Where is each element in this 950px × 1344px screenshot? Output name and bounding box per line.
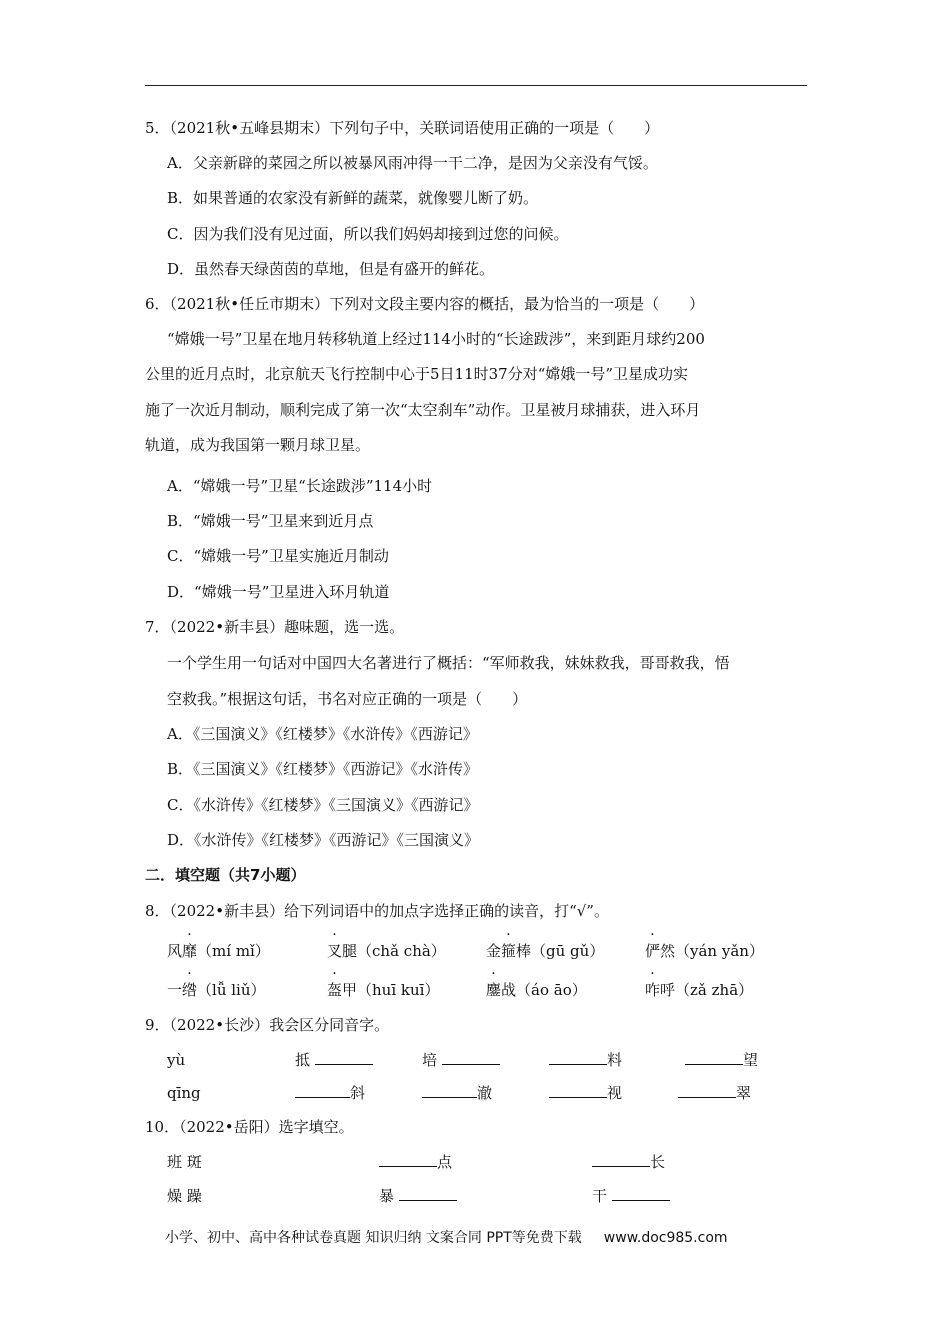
answer-blank[interactable] xyxy=(592,1152,650,1167)
header-rule xyxy=(145,85,807,86)
answer-blank[interactable] xyxy=(422,1083,477,1098)
dotted-char: 俨 xyxy=(645,942,661,960)
answer-blank[interactable] xyxy=(549,1083,607,1098)
dotted-char: 靡 xyxy=(182,942,198,960)
dotted-char: 咋 xyxy=(645,981,661,999)
fill-item: 澈 xyxy=(422,1083,492,1103)
pinyin-word: 金箍棒（gū gǔ） xyxy=(486,942,605,960)
answer-blank[interactable] xyxy=(678,1083,736,1098)
question-7-passage-line: 一个学生用一句话对中国四大名著进行了概括：“军师救我，妹妹救我，哥哥救我，悟 xyxy=(167,654,730,672)
question-5-option-c: C．因为我们没有见过面，所以我们妈妈却接到过您的问候。 xyxy=(167,225,569,243)
dotted-char: 箍 xyxy=(501,942,517,960)
answer-blank[interactable] xyxy=(295,1083,350,1098)
question-6-option-c: C．“嫦娥一号”卫星实施近月制动 xyxy=(167,547,389,565)
answer-blank[interactable] xyxy=(612,1186,670,1201)
fill-item: 培 xyxy=(422,1050,500,1070)
dotted-char: 叉 xyxy=(327,942,343,960)
footer-text: 小学、初中、高中各种试卷真题 知识归纳 文案合同 PPT等免费下载 xyxy=(165,1230,582,1246)
question-10-stem: 10．（2022•岳阳）选字填空。 xyxy=(145,1118,354,1136)
char-choice-label: 班 斑 xyxy=(167,1153,202,1171)
question-5-option-d: D．虽然春天绿茵茵的草地，但是有盛开的鲜花。 xyxy=(167,260,495,278)
question-6-option-a: A．“嫦娥一号”卫星“长途跋涉”114小时 xyxy=(167,477,433,495)
footer xyxy=(165,1227,728,1247)
fill-item: 视 xyxy=(549,1083,622,1103)
section-heading: 二．填空题（共7小题） xyxy=(145,866,306,884)
dotted-char: 盔 xyxy=(327,981,343,999)
question-5-stem: 5．（2021秋•五峰县期末）下列句子中，关联词语使用正确的一项是（ ） xyxy=(145,119,660,137)
question-9-stem: 9．（2022•长沙）我会区分同音字。 xyxy=(145,1016,390,1034)
question-6-passage-line: 施了一次近月制动，顺利完成了第一次“太空刹车”动作。卫星被月球捕获，进入环月 xyxy=(145,401,701,419)
answer-blank[interactable] xyxy=(685,1050,743,1065)
dotted-char: 鏖 xyxy=(486,981,502,999)
pinyin-word: 一绺（lǚ liǔ） xyxy=(167,981,266,999)
question-5-option-b: B．如果普通的农家没有新鲜的蔬菜，就像婴儿断了奶。 xyxy=(167,189,539,207)
question-7-passage-line: 空救我。”根据这句话，书名对应正确的一项是（ ） xyxy=(167,690,528,708)
question-7-stem: 7．（2022•新丰县）趣味题，选一选。 xyxy=(145,618,405,636)
question-7-option-d: D．《水浒传》《红楼梦》《西游记》《三国演义》 xyxy=(167,831,480,849)
fill-item: 料 xyxy=(549,1050,622,1070)
question-7-option-a: A．《三国演义》《红楼梦》《水浒传》《西游记》 xyxy=(167,725,478,743)
dotted-char: 绺 xyxy=(182,981,198,999)
pinyin-word: 叉腿（chǎ chà） xyxy=(327,942,446,960)
fill-item: 点 xyxy=(379,1152,452,1172)
pinyin-word: 俨然（yán yǎn） xyxy=(645,942,764,960)
answer-blank[interactable] xyxy=(379,1152,437,1167)
pinyin-word: 盔甲（huī kuī） xyxy=(327,981,440,999)
question-6-passage-line: “嫦娥一号”卫星在地月转移轨道上经过114小时的“长途跋涉”，来到距月球约200 xyxy=(167,330,705,348)
pinyin-word: 风靡（mí mǐ） xyxy=(167,942,270,960)
fill-item: 干 xyxy=(592,1186,670,1206)
answer-blank[interactable] xyxy=(442,1050,500,1065)
footer-url[interactable]: www.doc985.com xyxy=(603,1230,728,1246)
fill-item: 斜 xyxy=(295,1083,365,1103)
question-8-stem: 8．（2022•新丰县）给下列词语中的加点字选择正确的读音，打“√”。 xyxy=(145,902,609,920)
question-6-option-d: D．“嫦娥一号”卫星进入环月轨道 xyxy=(167,583,390,601)
fill-item: 翠 xyxy=(678,1083,751,1103)
fill-item: 望 xyxy=(685,1050,758,1070)
question-6-passage-line: 轨道，成为我国第一颗月球卫星。 xyxy=(145,436,371,454)
fill-item: 暴 xyxy=(379,1186,457,1206)
fill-item: 抵 xyxy=(295,1050,373,1070)
answer-blank[interactable] xyxy=(399,1186,457,1201)
answer-blank[interactable] xyxy=(315,1050,373,1065)
fill-item: 长 xyxy=(592,1152,665,1172)
pinyin-label: yù xyxy=(167,1051,186,1069)
char-choice-label: 燥 躁 xyxy=(167,1187,202,1205)
pinyin-label: qīng xyxy=(167,1084,201,1102)
question-5-option-a: A．父亲新辟的菜园之所以被暴风雨冲得一干二净，是因为父亲没有气馁。 xyxy=(167,154,658,172)
answer-blank[interactable] xyxy=(549,1050,607,1065)
question-7-option-c: C．《水浒传》《红楼梦》《三国演义》《西游记》 xyxy=(167,796,479,814)
question-6-option-b: B．“嫦娥一号”卫星来到近月点 xyxy=(167,512,374,530)
question-6-passage-line: 公里的近月点时，北京航天飞行控制中心于5日11时37分对“嫦娥一号”卫星成功实 xyxy=(145,365,689,383)
question-7-option-b: B．《三国演义》《红楼梦》《西游记》《水浒传》 xyxy=(167,760,479,778)
pinyin-word: 鏖战（áo āo） xyxy=(486,981,587,999)
question-6-stem: 6．（2021秋•任丘市期末）下列对文段主要内容的概括，最为恰当的一项是（ ） xyxy=(145,295,705,313)
pinyin-word: 咋呼（zǎ zhā） xyxy=(645,981,754,999)
